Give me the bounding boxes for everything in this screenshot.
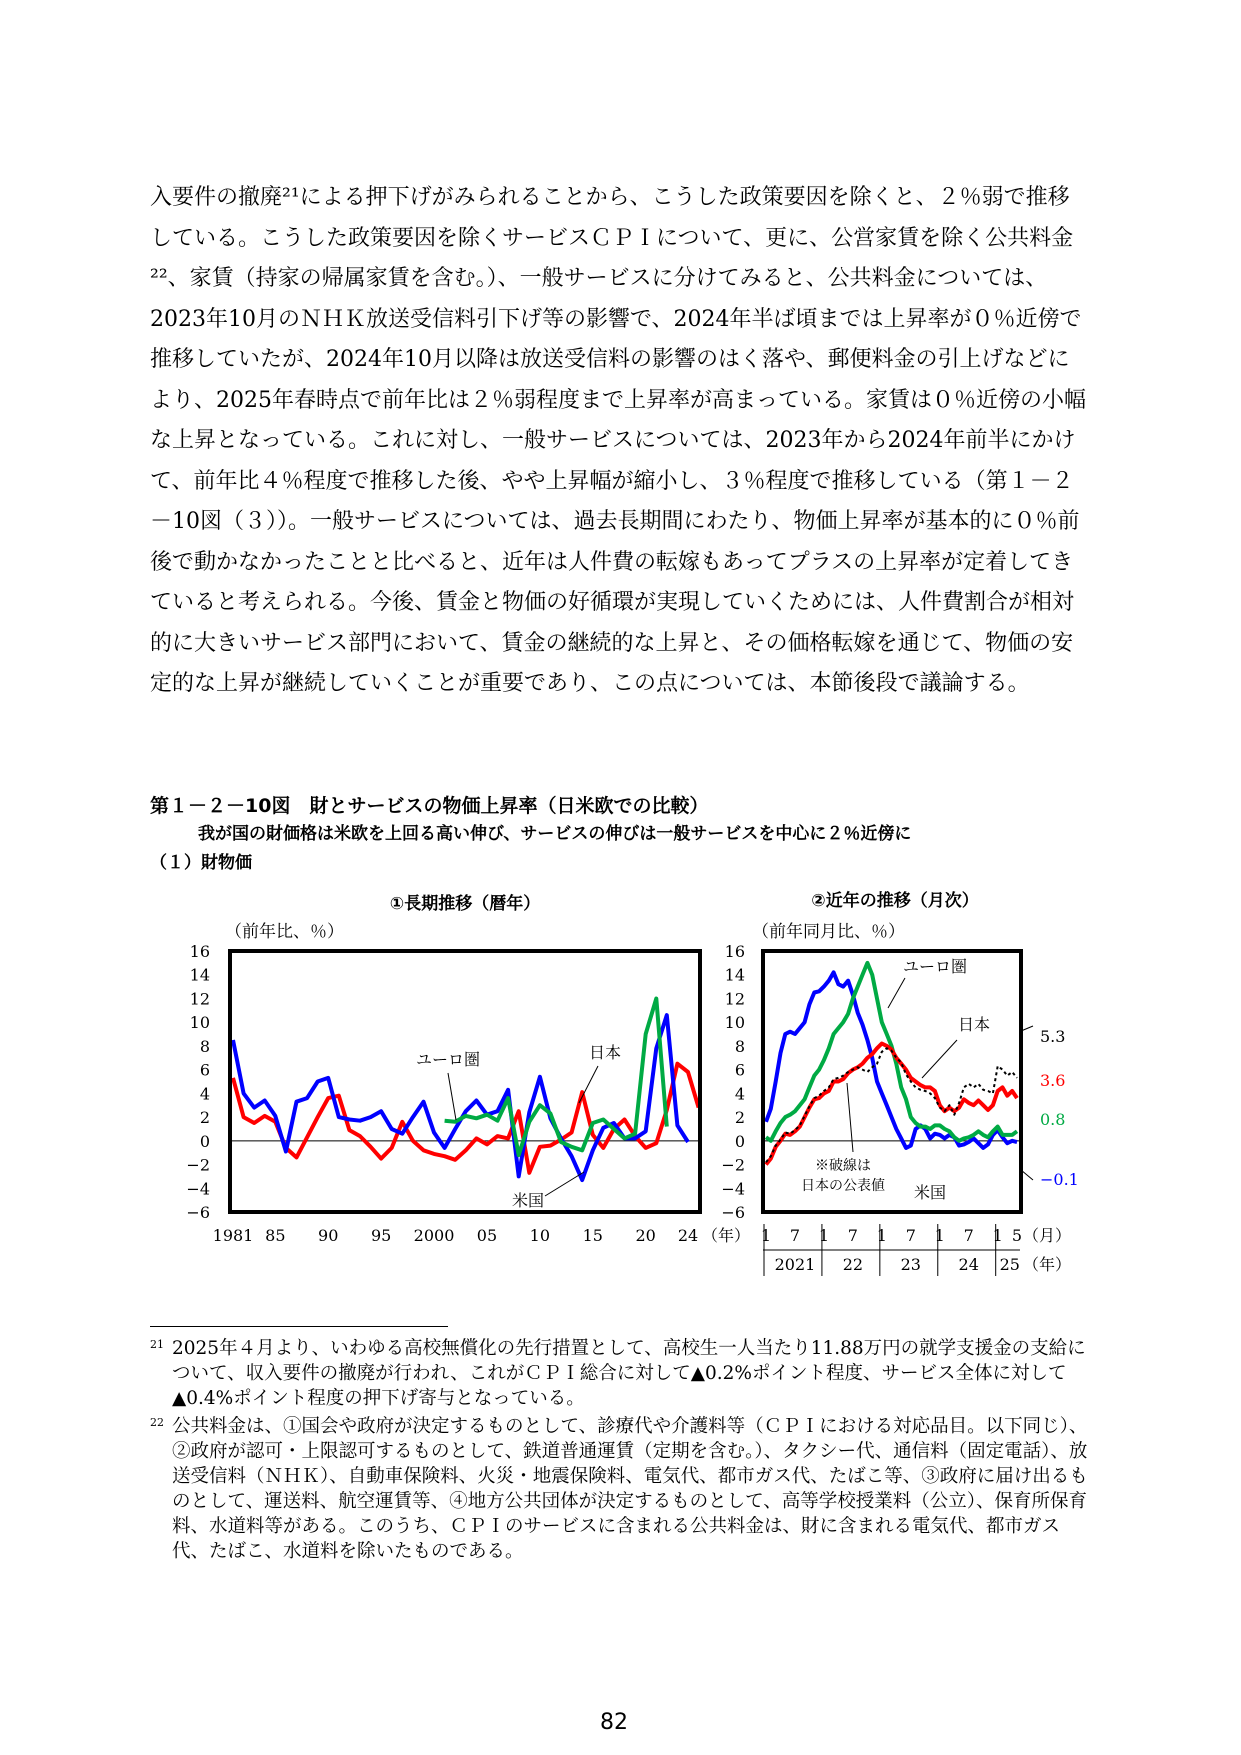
chart-2-annotation-arrow (922, 1040, 957, 1078)
chart-2-ytick-label: 14 (724, 965, 745, 985)
chart-1-ytick-label: 12 (189, 989, 210, 1009)
chart-1-ytick-label: 0 (199, 1131, 210, 1151)
chart-2-note-arrow (847, 1083, 853, 1152)
chart-1-annotation-euro: ユーロ圏 (415, 1050, 481, 1069)
chart-1-xtick-label: 1981 (212, 1226, 254, 1245)
chart-1-annotation-us: 米国 (511, 1191, 545, 1210)
chart-1-annotation-arrow (448, 1073, 456, 1120)
chart-2-xtick-year: 23 (900, 1255, 921, 1274)
footnote-22 (150, 1414, 1090, 1564)
chart-2-ytick-label: 4 (734, 1084, 745, 1104)
chart-2-ytick-label: 8 (734, 1036, 745, 1056)
figure-subtitle: 我が国の財価格は米欧を上回る高い伸び、サービスの伸びは一般サービスを中心に２％近傍に (198, 824, 912, 844)
chart-2-title: ②近年の推移（月次） (811, 891, 979, 911)
chart-2-annotation-japan: 日本 (957, 1015, 991, 1034)
chart-2-xtick-month: 1 (934, 1226, 945, 1245)
chart-2-ylabel: （前年同月比、％） (752, 922, 905, 942)
chart-1-xtick-label: 05 (476, 1226, 498, 1245)
chart-1-ytick-label: 8 (199, 1036, 210, 1056)
chart-1-ylabel: （前年比、％） (225, 922, 344, 942)
chart-2-xtick-year: 22 (842, 1255, 864, 1274)
chart-1-ytick-label: −6 (186, 1203, 210, 1222)
chart-2-annotation-euro: ユーロ圏 (902, 957, 968, 976)
chart-1-series-line (445, 999, 667, 1156)
chart-2-ytick-label: 2 (734, 1108, 745, 1128)
chart-1-xtick-label: 20 (635, 1226, 656, 1245)
chart-1-xtick-label: 2000 (413, 1226, 455, 1245)
chart-1-annotation-arrow (545, 1172, 584, 1196)
chart-1-frame (230, 951, 700, 1212)
chart-2-ytick-label: 6 (734, 1060, 745, 1080)
chart-2-xtick-month: 5 (1011, 1226, 1023, 1245)
chart-1-ytick-label: 6 (199, 1060, 210, 1080)
chart-2-end-label: 5.3 (1040, 1027, 1066, 1046)
chart-2-xtick-month: 7 (963, 1226, 974, 1245)
footnote-divider (150, 1326, 448, 1327)
chart-2-ytick-label: 10 (724, 1013, 745, 1033)
chart-1-annotation-arrow (579, 1066, 598, 1103)
chart-2-note: 日本の公表値 (801, 1178, 885, 1194)
footnote-text: 2025年４月より、いわゆる高校無償化の先行措置として、高校生一人当たり11.88万円の就学支援金の支給について、収入要件の撤廃が行われ、これがＣＰＩ総合に対して▲0.2%ポイント程度、サービス全体に対して▲0.4%ポイント程度の押下げ寄与となっている。 (172, 1338, 1086, 1409)
chart-2-ytick-label: −6 (721, 1203, 745, 1222)
figure-title: 第１－２－10図 財とサービスの物価上昇率（日米欧での比較） (150, 795, 709, 817)
chart-2-xtick-year: 24 (958, 1255, 979, 1274)
chart-1-series-line (233, 1064, 699, 1173)
chart-2-xtick-month: 7 (905, 1226, 916, 1245)
chart-2-frame (763, 951, 1021, 1212)
chart-2-xtick-year: 2021 (774, 1255, 816, 1274)
chart-1-ytick-label: 14 (189, 965, 210, 985)
chart-1-xtick-label: 15 (582, 1226, 603, 1245)
chart-2-xunit-year: （年） (1023, 1255, 1072, 1274)
chart-2-ytick-label: 12 (724, 989, 745, 1009)
chart-1-ytick-label: 2 (199, 1108, 210, 1128)
chart-2-xtick-month: 7 (847, 1226, 858, 1245)
chart-2-xtick-month: 1 (760, 1226, 772, 1245)
chart-1-ytick-label: 16 (189, 942, 210, 961)
footnote-number: 22 (150, 1416, 164, 1429)
chart-1-ytick-label: −2 (186, 1155, 210, 1175)
chart-2-ytick-label: 0 (734, 1131, 745, 1151)
chart-2-xtick-month: 1 (818, 1226, 830, 1245)
chart-1-annotation-japan: 日本 (588, 1043, 622, 1062)
chart-2-ytick-label: 16 (724, 942, 745, 961)
chart-1-ytick-label: 10 (189, 1013, 210, 1033)
page-number: 82 (600, 1710, 628, 1735)
chart-1-xtick-label: 85 (265, 1226, 286, 1245)
chart-2-annotation-arrow (888, 978, 905, 1008)
chart-2-end-label: 3.6 (1040, 1071, 1066, 1090)
chart-1-ytick-label: 4 (199, 1084, 210, 1104)
chart-2-xunit-month: （月） (1023, 1226, 1072, 1245)
footnote-21 (150, 1336, 1090, 1411)
chart-2-note: ※破線は (815, 1158, 871, 1174)
figure-section-label: （１）財物価 (150, 853, 252, 873)
chart-1-title: ①長期推移（暦年） (389, 894, 541, 914)
chart-2-xtick-month: 1 (992, 1226, 1003, 1245)
chart-2-ytick-label: −2 (721, 1155, 745, 1175)
chart-1-xtick-label: 95 (370, 1226, 392, 1245)
chart-2-ytick-label: −4 (721, 1179, 745, 1199)
chart-1-xtick-label: 10 (529, 1226, 551, 1245)
footnote-text: 公共料金は、①国会や政府が決定するものとして、診療代や介護料等（ＣＰＩにおける対応品目。以下同じ）、②政府が認可・上限認可するものとして、鉄道普通運賃（定期を含む。）、タクシー代、通信料（固定電話）、放送受信料（ＮＨＫ）、自動車保険料、火災・地震保険料、電気代、都市ガス代、たばこ等、③政府に届け出るものとして、運送料、航空運賃等、④地方公共団体が決定するものとして、高等学校授業料（公立）、保育所保育料、水道料等がある。このうち、ＣＰＩのサービスに含まれる公共料金は、財に含まれる電気代、都市ガス代、たばこ、水道料を除いたものである。 (172, 1416, 1088, 1562)
chart-2-xtick-year: 25 (999, 1255, 1020, 1274)
chart-1-xtick-label: 24 (677, 1226, 699, 1245)
chart-2-xtick-month: 1 (876, 1226, 887, 1245)
footnote-number: 21 (150, 1338, 164, 1351)
chart-2-end-label: 0.8 (1040, 1110, 1066, 1129)
chart-2-annotation-us: 米国 (913, 1183, 947, 1202)
chart-1-xunit: （年） (702, 1226, 751, 1245)
chart-1-xtick-label: 90 (318, 1226, 339, 1245)
body-paragraph: 入要件の撤廃²¹による押下げがみられることから、こうした政策要因を除くと、２％弱で推移している。こうした政策要因を除くサービスＣＰＩについて、更に、公営家賃を除く公共料金²²、家賃（持家の帰属家賃を含む。）、一般サービスに分けてみると、公共料金については、2023年10月のＮＨＫ放送受信料引下げ等の影響で、2024年半ば頃までは上昇率が０％近傍で推移していたが、2024年10月以降は放送受信料の影響のはく落や、郵便料金の引上げなどにより、2025年春時点で前年比は２％弱程度まで上昇率が高まっている。家賃は０％近傍の小幅な上昇となっている。これに対し、一般サービスについては、2023年から2024年前半にかけて、前年比４％程度で推移した後、やや上昇幅が縮小し、３％程度で推移している（第１－２－10図（３））。一般サービスについては、過去長期間にわたり、物価上昇率が基本的に０％前後で動かなかったことと比べると、近年は人件費の転嫁もあってプラスの上昇率が定着してきていると考えられる。今後、賃金と物価の好循環が実現していくためには、人件費割合が相対的に大きいサービス部門において、賃金の継続的な上昇と、その価格転嫁を通じて、物価の安定的な上昇が継続していくことが重要であり、この点については、本節後段で議論する。 (150, 185, 1086, 696)
chart-2-xtick-month: 7 (789, 1226, 801, 1245)
chart-1-ytick-label: −4 (186, 1179, 210, 1199)
chart-2-end-label: −0.1 (1040, 1170, 1079, 1189)
